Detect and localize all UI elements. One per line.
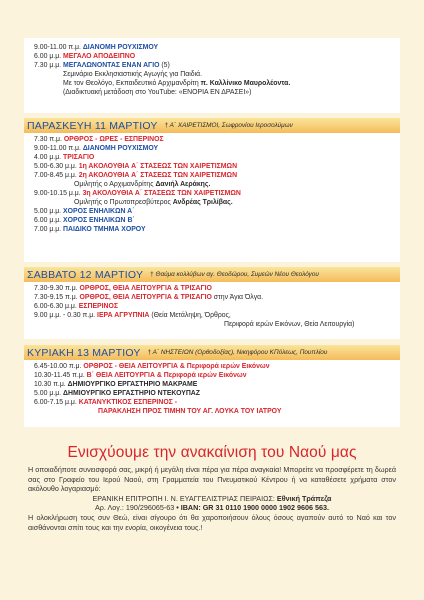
schedule-note: Με τον Θεολόγο, Εκπαιδευτικό Αρχιμανδρίτη π. Καλλίνικο Μαυρολέοντα.: [63, 80, 291, 88]
bank-details: ΕΡΑΝΙΚΗ ΕΠΙΤΡΟΠΗ Ι. Ν. ΕΥΑΓΓΕΛΙΣΤΡΙΑΣ ΠΕΙΡΑΙΩΣ: Εθνική Τράπεζα: [92, 493, 332, 503]
schedule-block-saturday: [24, 267, 400, 339]
day-title: ΣΑΒΒΑΤΟ 12 ΜΑΡΤΙΟΥ: [27, 268, 144, 281]
homily-note: Ομιλητής ο Πρωτοπρεσβύτερος Ανδρέας Τριλίβας.: [74, 199, 233, 207]
schedule-row: 5.00-6.30 μ.μ. 1η ΑΚΟΛΟΥΘΙΑ Α΄ ΣΤΑΣΕΩΣ ΤΩΝ ΧΑΙΡΕΤΙΣΜΩΝ: [34, 163, 238, 171]
appeal-title: Ενισχύουμε την ανακαίνιση του Ναού μας: [67, 444, 357, 461]
appeal-body: [0, 465, 424, 532]
feast-note: † Α΄ ΝΗΣΤΕΙΩΝ (Ορθοδοξίας), Νικηφόρου ΚΠόλεως, Πουπλίου: [147, 349, 328, 356]
schedule-row: 6.00-7.15 μ.μ. ΚΑΤΑΝΥΚΤΙΚΟΣ ΕΣΠΕΡΙΝΟΣ -: [34, 399, 178, 407]
account-details: Αρ. Λογ.: 190/296065-63 • IBAN: GR 31 0110 1900 0000 1902 9606 563.: [95, 503, 329, 513]
schedule-row: 7.30 π.μ. ΟΡΘΡΟΣ - ΩΡΕΣ - ΕΣΠΕΡΙΝΟΣ: [34, 136, 164, 143]
day-title: ΠΑΡΑΣΚΕΥΗ 11 ΜΑΡΤΙΟΥ: [27, 119, 158, 132]
schedule-note: Σεμινάριο Εκκλησιαστικής Αγωγής για Παιδιά.: [63, 71, 203, 79]
schedule-row: 9.00-11.00 π.μ. ΔΙΑΝΟΜΗ ΡΟΥΧΙΣΜΟΥ: [34, 44, 159, 51]
schedule-row: 10.30 π.μ. ΔΗΜΙΟΥΡΓΙΚΟ ΕΡΓΑΣΤΗΡΙΟ ΜΑΚΡΑΜΕ: [34, 381, 198, 389]
schedule-row: 5.00 μ.μ. ΔΗΜΙΟΥΡΓΙΚΟ ΕΡΓΑΣΤΗΡΙΟ ΝΤΕΚΟΥΠΑΖ: [34, 390, 200, 398]
appeal-paragraph: Η οποιαδήποτε συνεισφορά σας, μικρή ή μεγάλη είναι πέρα για πέρα αναγκαία! Μπορείτε να προσφέρετε τη δωρεά σας στο Γραφείο του Ιερού Ναού, στη Γραμματεία του Πνευματικού Κέντρου ή να καταθέσετε χρήματα στον ακόλουθο λογαριασμό:: [28, 465, 396, 494]
schedule-row: 5.00 μ.μ. ΧΟΡΟΣ ΕΝΗΛΙΚΩΝ Α΄: [34, 208, 135, 216]
schedule-row: 7.30-9.15 π.μ. ΟΡΘΡΟΣ, ΘΕΙΑ ΛΕΙΤΟΥΡΓΙΑ & ΤΡΙΣΑΓΙΟ στην Άγια Όλγα.: [34, 294, 264, 302]
homily-note: Ομιλητής ο Αρχιμανδρίτης Δανιήλ Αεράκης.: [74, 181, 211, 189]
schedule-row: 9.00 μ.μ. - 0.30 π.μ. ΙΕΡΑ ΑΓΡΥΠΝΙΑ (Θεία Μετάληψη, Όρθρος,: [34, 312, 231, 320]
schedule-block-sunday: [24, 345, 400, 427]
day-header: [24, 118, 400, 133]
schedule-block-continued: [24, 38, 400, 113]
feast-note: † Θαύμα κολλύβων αγ. Θεοδώρου, Συμεών Νέου Θεολόγου: [150, 271, 319, 278]
day-header: [24, 267, 400, 282]
feast-note: † Α΄ ΧΑΙΡΕΤΙΣΜΟΙ, Σωφρονίου Ιεροσολύμων: [164, 122, 293, 129]
schedule-note: ΠΑΡΑΚΛΗΣΗ ΠΡΟΣ ΤΙΜΗΝ ΤΟΥ ΑΓ. ΛΟΥΚΑ ΤΟΥ ΙΑΤΡΟΥ: [98, 408, 282, 416]
appeal-closing: Η ολοκλήρωση τους συν Θεώ, είναι σίγουρο ότι θα χαροποιήσουν όλους όσους αγαπούν αυτό το Ναό και τον αισθάνονται σπίτι τους και την ενορία, οικογένεια τους.!: [28, 512, 396, 532]
schedule-row: 7.30 μ.μ. ΜΕΓΑΛΩΝΟΝΤΑΣ ΕΝΑΝ ΑΓΙΟ (5): [34, 62, 170, 70]
schedule-note: Περιφορά ιερών Εικόνων, Θεία Λειτουργία): [224, 321, 355, 329]
schedule-note: (Διαδικτυακή μετάδοση στο YouTube: «ΕΝΟΡΙΑ ΕΝ ΔΡΑΣΕΙ»): [63, 89, 252, 97]
schedule-row: 6.45-10.00 π.μ. ΟΡΘΡΟΣ - ΘΕΙΑ ΛΕΙΤΟΥΡΓΙΑ & Περιφορά ιερών Εικόνων: [34, 363, 270, 370]
schedule-row: 7.00-8.45 μ.μ. 2η ΑΚΟΛΟΥΘΙΑ Α΄ ΣΤΑΣΕΩΣ ΤΩΝ ΧΑΙΡΕΤΙΣΜΩΝ: [34, 172, 238, 180]
schedule-row: 7.30-9.30 π.μ. ΟΡΘΡΟΣ, ΘΕΙΑ ΛΕΙΤΟΥΡΓΙΑ & ΤΡΙΣΑΓΙΟ: [34, 285, 212, 292]
day-title: ΚΥΡΙΑΚΗ 13 ΜΑΡΤΙΟΥ: [27, 346, 141, 359]
day-header: [24, 345, 400, 360]
schedule-row: 9.00-10.15 μ.μ. 3η ΑΚΟΛΟΥΘΙΑ Α΄ ΣΤΑΣΕΩΣ ΤΩΝ ΧΑΙΡΕΤΙΣΜΩΝ: [34, 190, 241, 198]
schedule-row: 10.30-11.45 π.μ. Β΄ ΘΕΙΑ ΛΕΙΤΟΥΡΓΙΑ & Περιφορά ιερών Εικόνων: [34, 372, 247, 380]
schedule-row: 6.00-6.30 μ.μ. ΕΣΠΕΡΙΝΟΣ: [34, 303, 119, 311]
schedule-row: 6.00 μ.μ. ΧΟΡΟΣ ΕΝΗΛΙΚΩΝ Β΄: [34, 217, 135, 225]
schedule-row: 9.00-11.00 π.μ. ΔΙΑΝΟΜΗ ΡΟΥΧΙΣΜΟΥ: [34, 145, 159, 153]
schedule-row: 6.00 μ.μ. ΜΕΓΑΛΟ ΑΠΟΔΕΙΠΝΟ: [34, 53, 136, 61]
schedule-block-friday: [24, 118, 400, 262]
renovation-appeal: [0, 432, 424, 600]
schedule-row: 4.00 μ.μ. ΤΡΙΣΑΓΙΟ: [34, 154, 95, 162]
schedule-row: 7.00 μ.μ. ΠΑΙΔΙΚΟ ΤΜΗΜΑ ΧΟΡΟΥ: [34, 226, 146, 234]
